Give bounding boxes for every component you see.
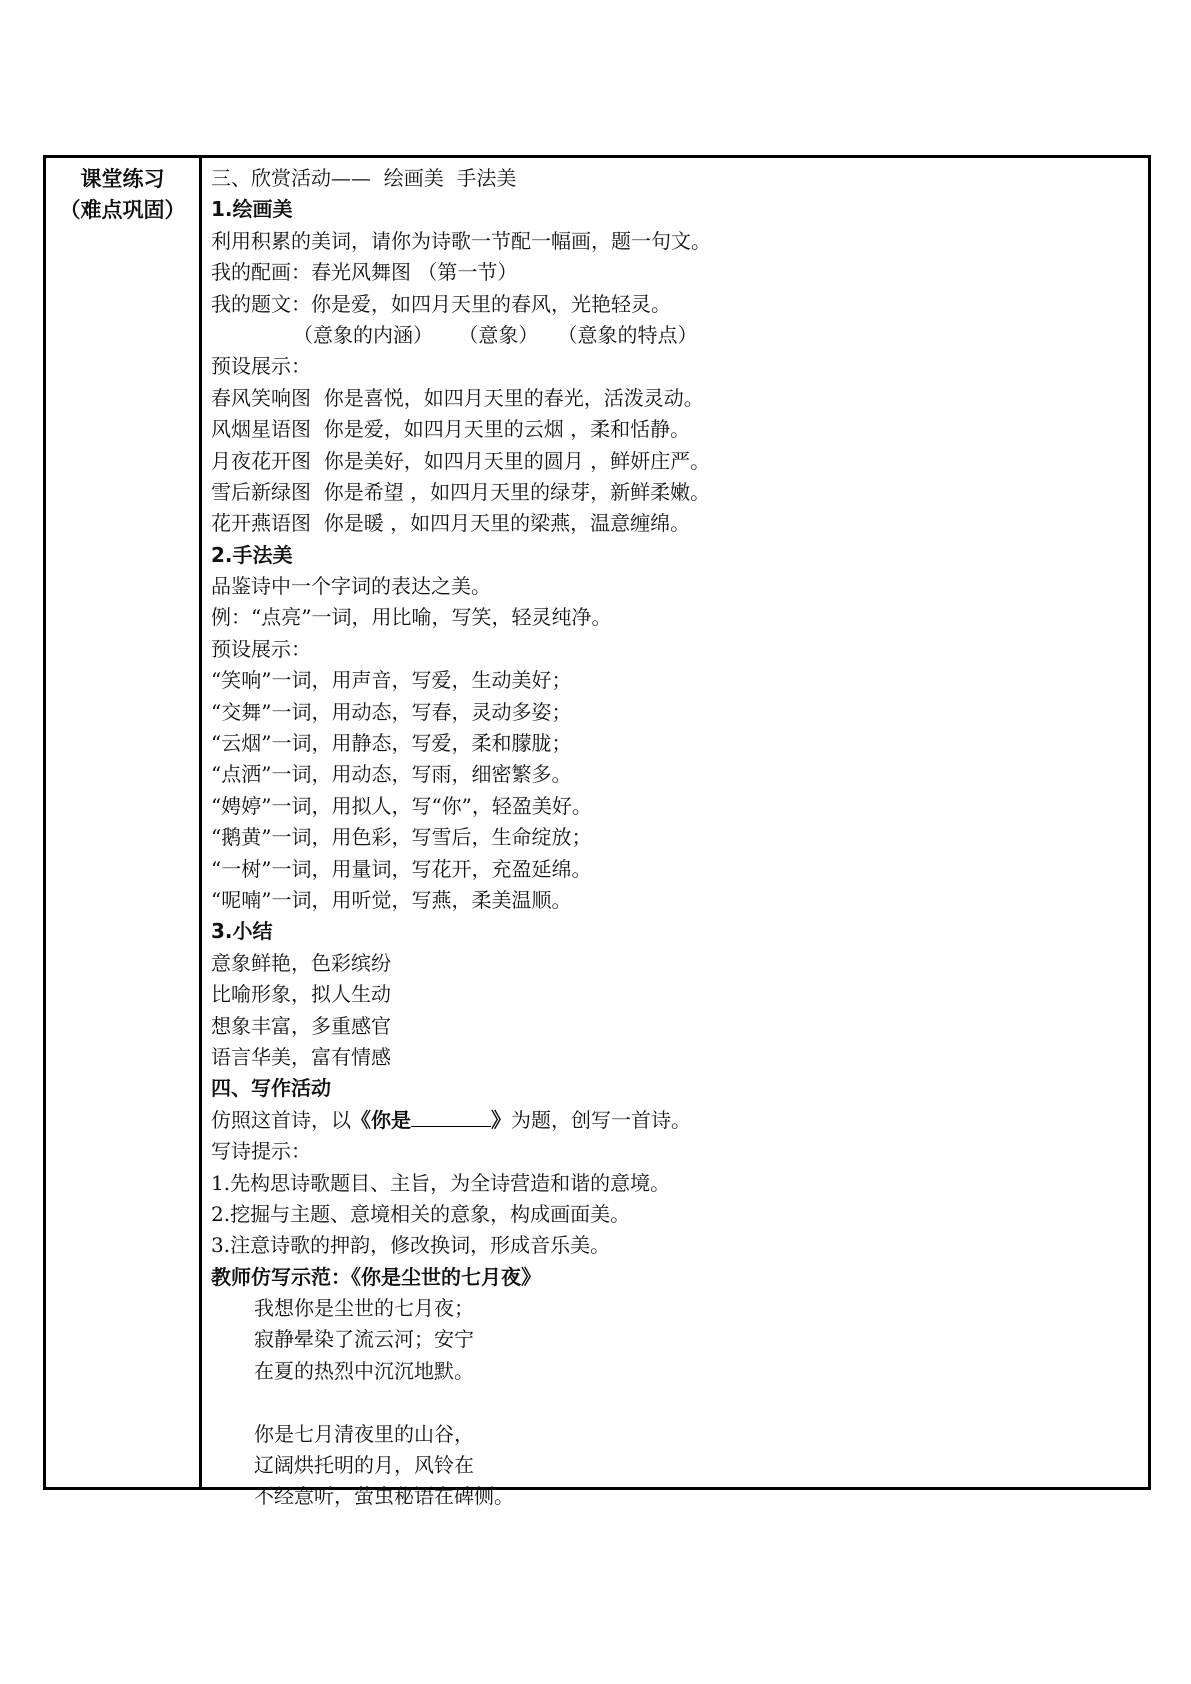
preset-list [211, 383, 1142, 540]
technique-task: 品鉴诗中一个字词的表达之美。 [211, 574, 491, 599]
preset-item: 风烟星语图 你是爱，如四月天里的云烟 ，柔和恬静。 [211, 417, 691, 442]
word-item: “云烟”一词，用静态，写爱，柔和朦胧； [211, 731, 572, 756]
tip-item: 2.挖掘与主题、意境相关的意象，构成画面美。 [211, 1201, 631, 1226]
my-caption: 我的题文：你是爱，如四月天里的春风，光艳轻灵。 [211, 291, 671, 316]
poem-stanza-1 [211, 1293, 1142, 1387]
preset-label: 预设展示： [211, 354, 311, 379]
tip-item: 3.注意诗歌的押韵，修改换词，形成音乐美。 [211, 1233, 611, 1258]
word-item: “交舞”一词，用动态，写春，灵动多姿； [211, 699, 572, 724]
poem-line: 你是七月清夜里的山谷， [254, 1421, 474, 1446]
subheading-summary: 3.小结 [211, 919, 273, 944]
word-item: “点洒”一词，用动态，写雨，细密繁多。 [211, 762, 572, 787]
lesson-table [43, 155, 1151, 1509]
word-list [211, 665, 1142, 916]
row-label-line1: 课堂练习 [80, 167, 165, 191]
prompt-title-close: 》 [491, 1107, 511, 1132]
my-picture: 我的配画：春光风舞图 （第一节） [211, 260, 518, 285]
summary-item: 想象丰富，多重感官 [211, 1013, 391, 1038]
prompt-title-open: 《你是 [351, 1107, 411, 1132]
tips-list [211, 1168, 1142, 1262]
column-divider [199, 158, 202, 1487]
section4-title: 四、写作活动 [211, 1076, 331, 1101]
technique-example: 例：“点亮”一词，用比喻，写笑，轻灵纯净。 [211, 605, 612, 630]
summary-list [211, 948, 1142, 1074]
summary-item: 意象鲜艳，色彩缤纷 [211, 950, 391, 975]
writing-prompt [211, 1105, 1142, 1136]
title-blank [411, 1106, 491, 1127]
content-cell [211, 163, 1142, 1513]
word-item: “一树”一词，用量词，写花开，充盈延绵。 [211, 856, 592, 881]
word-item: “笑响”一词，用声音，写爱，生动美好； [211, 668, 572, 693]
subheading-technique: 2.手法美 [211, 542, 293, 567]
painting-task: 利用积累的美词，请你为诗歌一节配一幅画，题一句文。 [211, 228, 711, 253]
row-label [46, 164, 199, 226]
poem-line: 寂静晕染了流云河；安宁 [254, 1327, 474, 1352]
section3-title: 三、欣赏活动—— 绘画美 手法美 [211, 166, 517, 190]
summary-item: 比喻形象，拟人生动 [211, 982, 391, 1007]
poem-line: 不经意听，萤虫秘语在碑侧。 [254, 1484, 514, 1509]
poem-stanza-2 [211, 1419, 1142, 1513]
tips-label: 写诗提示： [211, 1139, 311, 1164]
word-item: “娉婷”一词，用拟人，写“你”，轻盈美好。 [211, 793, 592, 818]
poem-line: 在夏的热烈中沉沉地默。 [254, 1358, 474, 1383]
stanza-gap [211, 1387, 1142, 1418]
poem-line: 我想你是尘世的七月夜； [254, 1296, 474, 1321]
preset-item: 雪后新绿图 你是希望 ，如四月天里的绿芽，新鲜柔嫩。 [211, 479, 711, 504]
tip-item: 1.先构思诗歌题目、主旨，为全诗营造和谐的意境。 [211, 1170, 671, 1195]
preset-label-2: 预设展示： [211, 636, 311, 661]
demo-heading: 教师仿写示范：《你是尘世的七月夜》 [211, 1264, 541, 1289]
preset-item: 花开燕语图 你是暖 ，如四月天里的梁燕，温意缠绵。 [211, 511, 691, 536]
poem-line: 辽阔烘托明的月，风铃在 [254, 1453, 474, 1478]
caption-annotation: （意象的内涵） （意象） （意象的特点） [293, 322, 698, 347]
row-label-line2: （难点巩固） [59, 198, 186, 222]
summary-item: 语言华美，富有情感 [211, 1044, 391, 1069]
prompt-suffix: 为题，创写一首诗。 [511, 1107, 691, 1132]
word-item: “鹅黄”一词，用色彩，写雪后，生命绽放； [211, 825, 592, 850]
subheading-painting: 1.绘画美 [211, 197, 293, 222]
word-item: “呢喃”一词，用听觉，写燕，柔美温顺。 [211, 887, 572, 912]
preset-item: 月夜花开图 你是美好，如四月天里的圆月 ，鲜妍庄严。 [211, 448, 711, 473]
preset-item: 春风笑响图 你是喜悦，如四月天里的春光，活泼灵动。 [211, 385, 704, 410]
prompt-prefix: 仿照这首诗，以 [211, 1107, 351, 1132]
